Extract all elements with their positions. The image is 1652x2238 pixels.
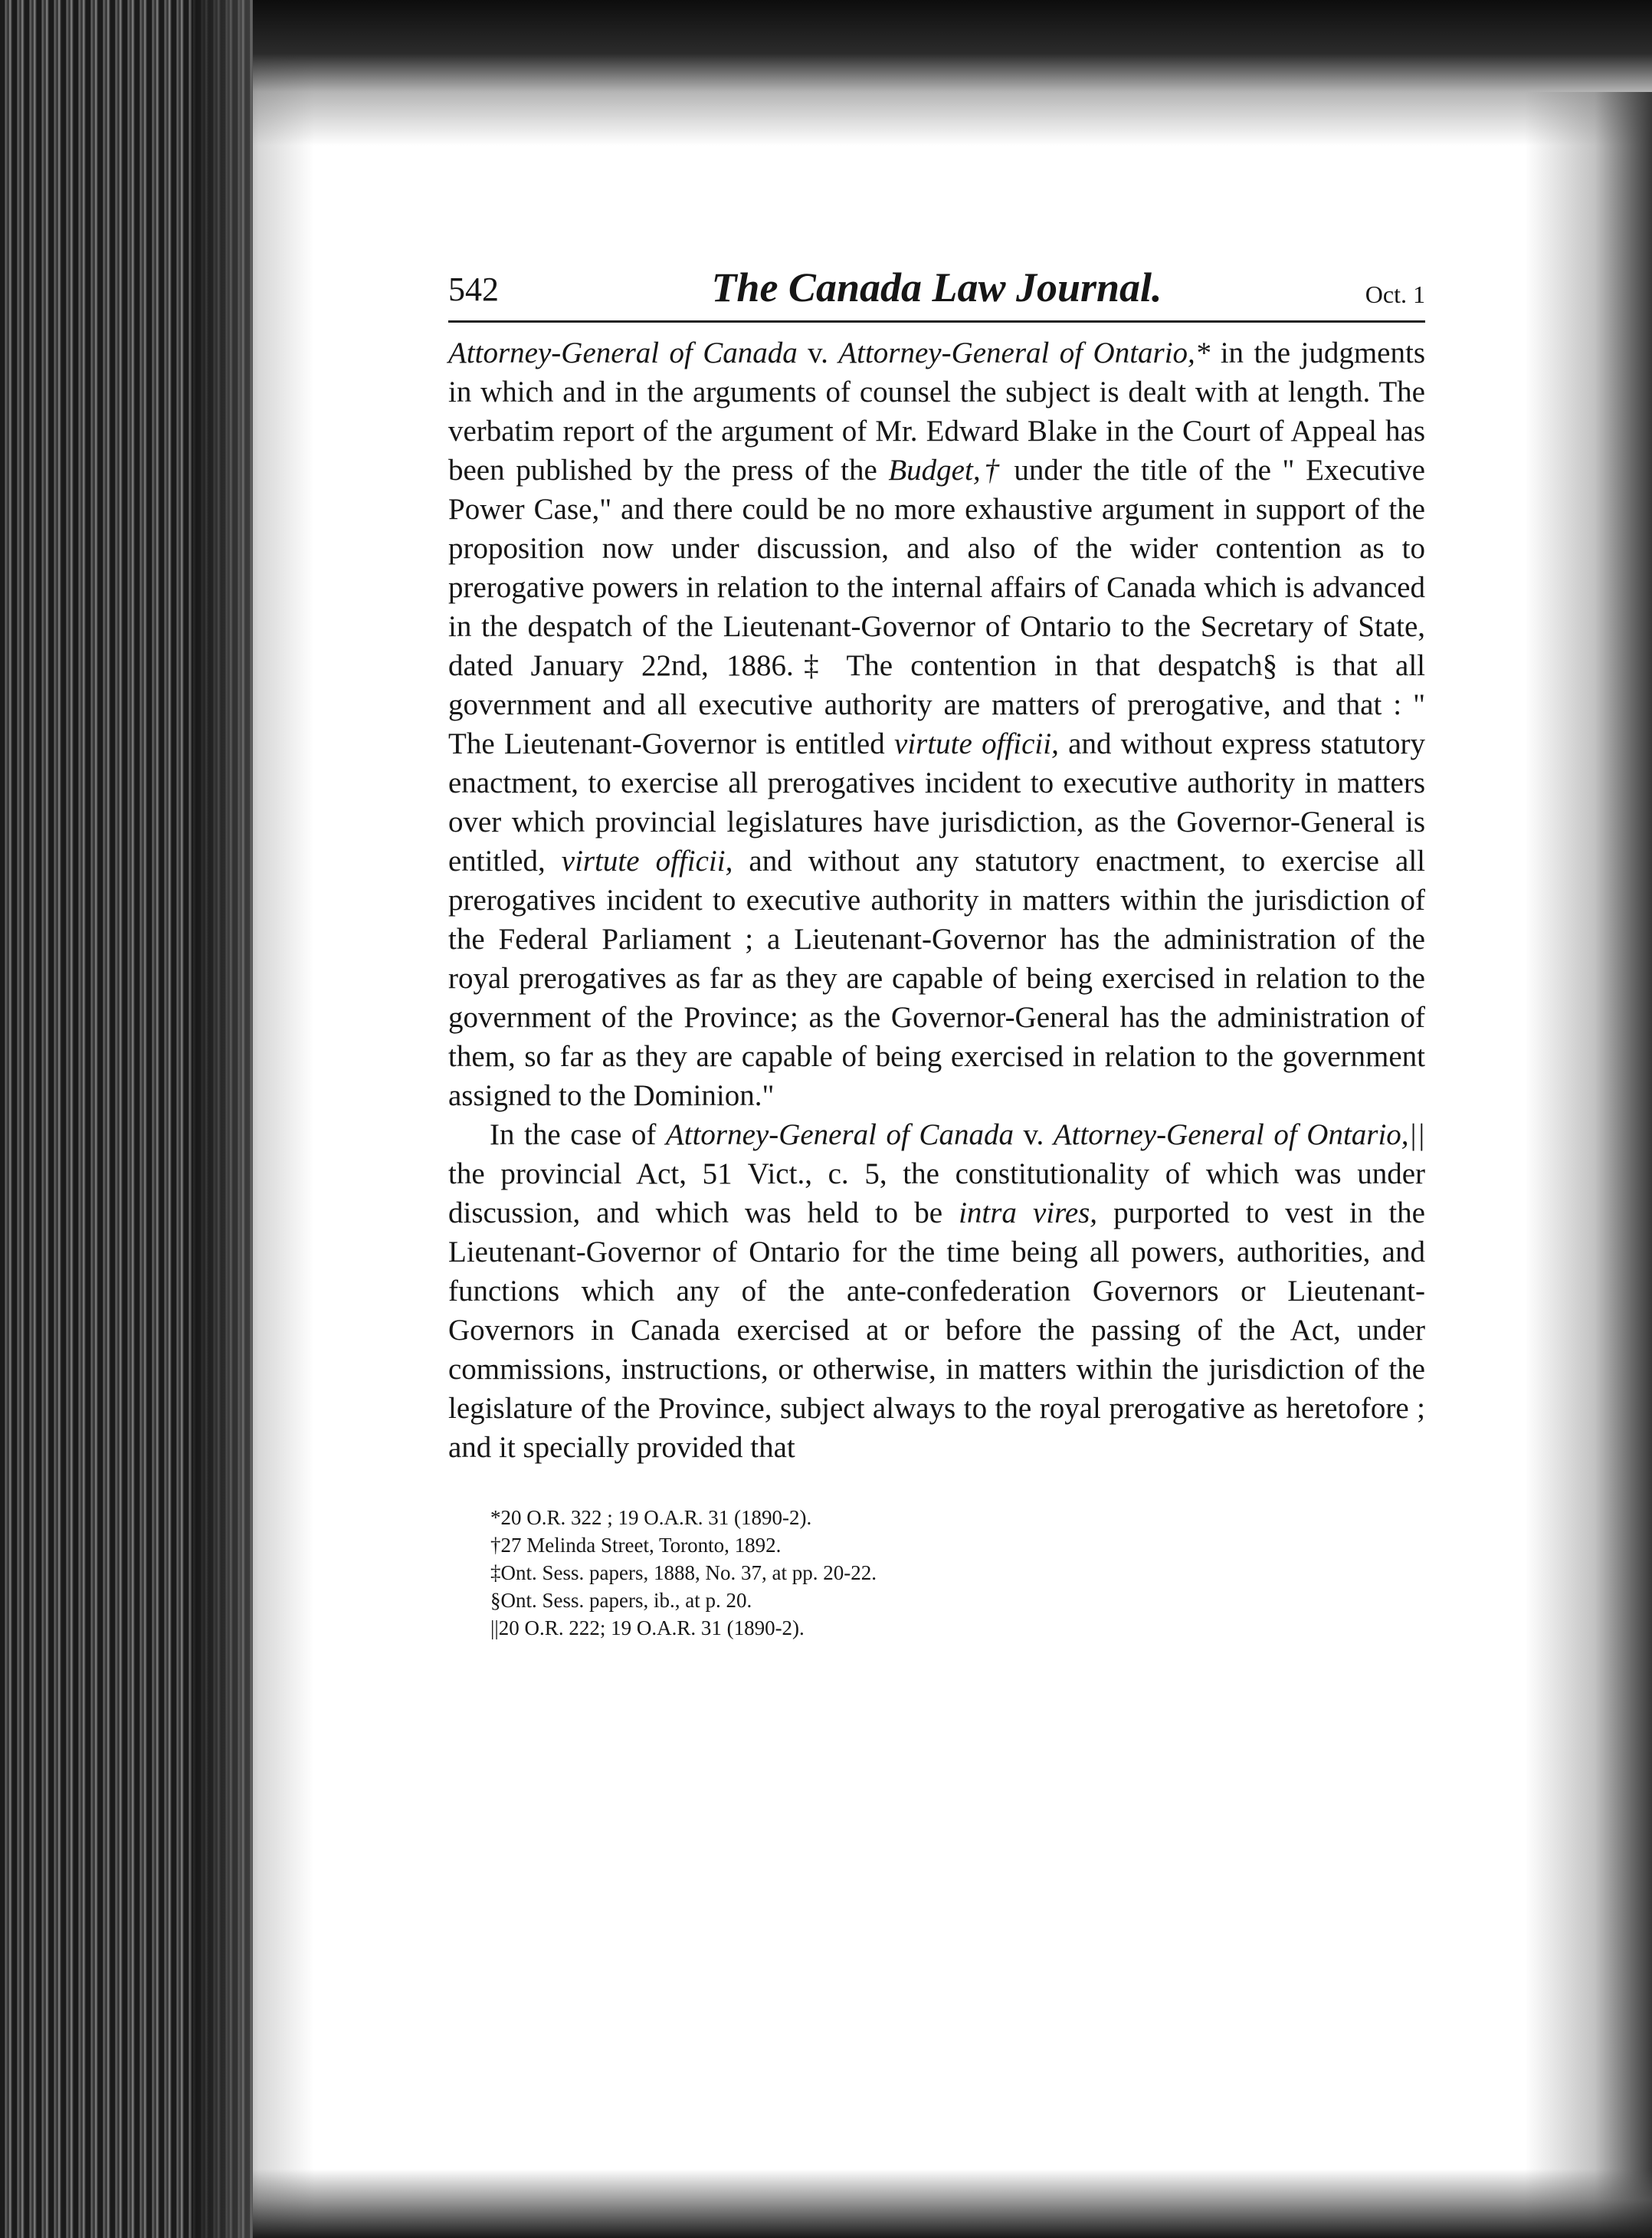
footnotes <box>448 1504 1425 1642</box>
footnote: ‡Ont. Sess. papers, 1888, No. 37, at pp. 20-22. <box>490 1561 877 1584</box>
case-name-defendant: Attorney-General of Ontario,|| <box>1053 1118 1425 1151</box>
paragraph-text: the provincial Act, 51 Vict., c. 5, the constitutionality of which was under discussion, and which was held to be <box>448 1157 1425 1229</box>
paragraph-text: and without any statutory enactment, to exercise all prerogatives incident to executive authority in matters within the jurisdiction of the Federal Parliament ; a Lieutenant-Governor has the administration of the royal prerogatives as far as they are capable of being exercised in relation to the government of the Province; as the Governor-General has the administration of them, so far as they are capable of being exercised in relation to the government assigned to the Dominion." <box>448 845 1426 1112</box>
footnote: ||20 O.R. 222; 19 O.A.R. 31 (1890-2). <box>490 1616 805 1639</box>
case-name-plaintiff: Attorney-General of Canada <box>665 1118 1014 1151</box>
footnote: *20 O.R. 322 ; 19 O.A.R. 31 (1890-2). <box>490 1506 812 1529</box>
paragraph-text: In the case of <box>490 1118 666 1151</box>
case-name-plaintiff: Attorney-General of Canada <box>448 336 798 369</box>
footnote: †27 Melinda Street, Toronto, 1892. <box>490 1534 782 1557</box>
journal-page <box>448 261 1425 1642</box>
latin-phrase: virtute officii, <box>894 727 1059 760</box>
article-body <box>448 333 1425 1467</box>
paragraph-2 <box>448 1115 1425 1467</box>
latin-phrase: intra vires, <box>959 1196 1098 1229</box>
latin-phrase: virtute officii, <box>561 845 733 878</box>
budget-title: Budget,† <box>888 454 1003 487</box>
case-name-defendant: Attorney-General of Ontario,* <box>838 336 1211 369</box>
bottom-scan-edge <box>253 2169 1652 2238</box>
running-header <box>448 261 1425 323</box>
paragraph-text: and without express statutory enactment, to exercise all prerogatives incident to executive authority in matters over which provincial legislatures have jurisdiction, as the Governor-General is entitled, <box>448 727 1425 878</box>
paragraph-text: under the title of the " Executive Power Case," and there could be no more exhaustive argument in support of the proposition now under discussion, and also of the wider contention as to prerogative powers in relation to the internal affairs of Canada which is advanced in the despatch of the Lieutenant-Governor of Ontario to the Secretary of State, dated January 22nd, 1886.‡ The contention in that despatch§ is that all government and all executive authority are matters of prerogative, and that : " The Lieutenant-Governor is entitled <box>448 454 1425 760</box>
page-number: 542 <box>448 271 499 308</box>
paragraph-text: purported to vest in the Lieutenant-Governor of Ontario for the time being all powers, authorities, and functions which any of the ante-confederation Governors or Lieutenant-Governors in Canada exercised at or before the passing of the Act, under commissions, instructions, or otherwise, in matters within the jurisdiction of the legislature of the Province, subject always to the royal prerogative as heretofore ; and it specially provided that <box>448 1196 1425 1464</box>
issue-date: Oct. 1 <box>1365 281 1425 308</box>
versus-text: v. <box>797 336 839 369</box>
gutter-shadow <box>192 0 314 2238</box>
top-scan-edge <box>253 0 1652 146</box>
right-scan-edge <box>1525 92 1652 2238</box>
footnote: §Ont. Sess. papers, ib., at p. 20. <box>490 1589 752 1612</box>
paragraph-text: in the judgments in which and in the arguments of counsel the subject is dealt with at length. The verbatim report of the argument of Mr. Edward Blake in the Court of Appeal has been published by the press of the <box>448 336 1425 487</box>
paragraph-1 <box>448 333 1425 1115</box>
versus-text: v. <box>1013 1118 1054 1151</box>
journal-title: The Canada Law Journal. <box>711 264 1162 310</box>
